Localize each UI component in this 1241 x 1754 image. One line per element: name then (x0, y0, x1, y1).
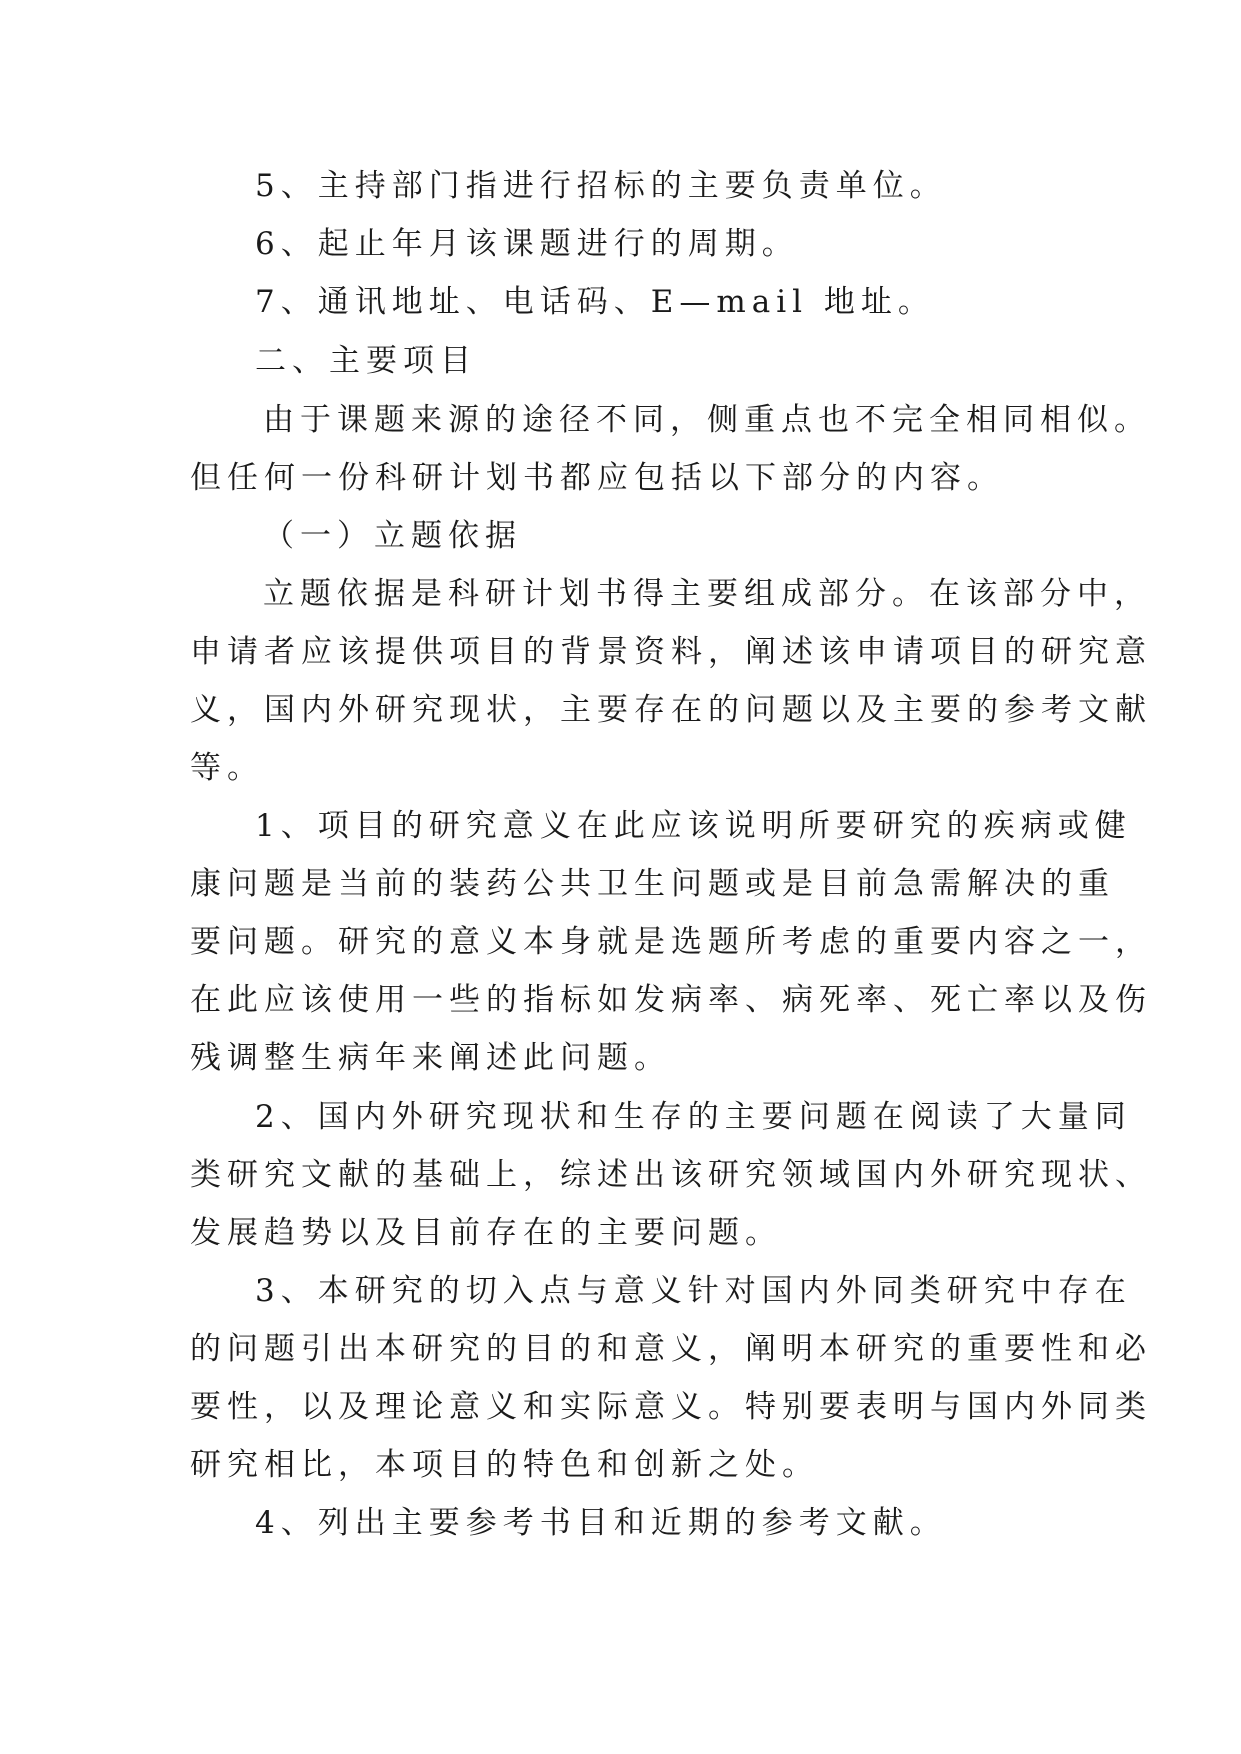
paragraph-line: 5、主持部门指进行招标的主要负责单位。 (255, 168, 947, 204)
paragraph-line: 7、通讯地址、电话码、E—mail 地址。 (255, 284, 935, 320)
paragraph-line: 在此应该使用一些的指标如发病率、病死率、死亡率以及伤 (190, 982, 1152, 1018)
paragraph-line: 等。 (190, 750, 264, 786)
paragraph-line: 但任何一份科研计划书都应包括以下部分的内容。 (190, 460, 1004, 496)
paragraph-line: 1、项目的研究意义在此应该说明所要研究的疾病或健 (255, 808, 1132, 844)
paragraph-line: 的问题引出本研究的目的和意义，阐明本研究的重要性和必 (190, 1331, 1152, 1367)
paragraph-line: 残调整生病年来阐述此问题。 (190, 1040, 671, 1076)
paragraph-line: 2、国内外研究现状和生存的主要问题在阅读了大量同 (255, 1099, 1132, 1135)
paragraph-line: 要性，以及理论意义和实际意义。特别要表明与国内外同类 (190, 1389, 1152, 1425)
paragraph-line: 由于课题来源的途径不同，侧重点也不完全相同相似。 (263, 402, 1151, 438)
paragraph-line: 3、本研究的切入点与意义针对国内外同类研究中存在 (255, 1273, 1132, 1309)
paragraph-line: 申请者应该提供项目的背景资料，阐述该申请项目的研究意 (190, 634, 1152, 670)
paragraph-line: 发展趋势以及目前存在的主要问题。 (190, 1215, 782, 1251)
paragraph-line: 义，国内外研究现状，主要存在的问题以及主要的参考文献 (190, 692, 1152, 728)
paragraph-line: 6、起止年月该课题进行的周期。 (255, 226, 799, 262)
paragraph-line: 类研究文献的基础上，综述出该研究领域国内外研究现状、 (190, 1157, 1152, 1193)
paragraph-line: 立题依据是科研计划书得主要组成部分。在该部分中， (263, 576, 1151, 612)
paragraph-line: 要问题。研究的意义本身就是选题所考虑的重要内容之一， (190, 924, 1152, 960)
section-heading: 二、主要项目 (255, 343, 477, 379)
paragraph-line: 研究相比，本项目的特色和创新之处。 (190, 1447, 819, 1483)
subsection-heading: （一）立题依据 (263, 518, 522, 554)
paragraph-line: 康问题是当前的装药公共卫生问题或是目前急需解决的重 (190, 866, 1115, 902)
paragraph-line: 4、列出主要参考书目和近期的参考文献。 (255, 1505, 947, 1541)
